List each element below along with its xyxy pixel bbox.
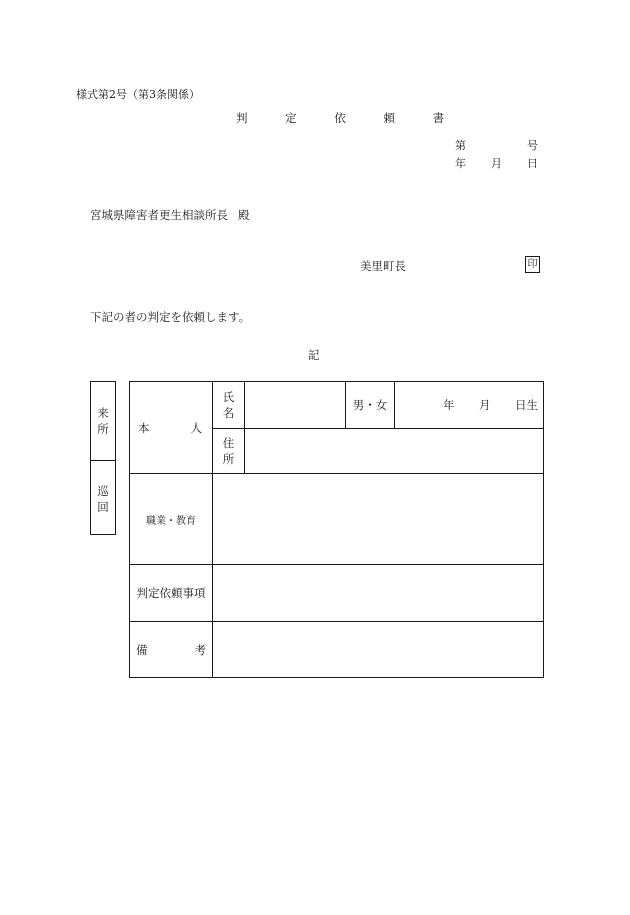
visit-type-box <box>90 381 116 535</box>
address-label-char1: 住 <box>222 436 235 450</box>
birth-month-label: 月 <box>479 398 491 412</box>
visit-type-office-char2: 所 <box>97 422 109 436</box>
addressee <box>90 207 250 223</box>
remarks-label-char1: 備 <box>136 642 148 657</box>
visit-type-tour-char1: 巡 <box>97 484 109 498</box>
person-label-char1: 本 <box>138 420 150 435</box>
document-title: 判 定 依 頼 書 <box>236 111 462 125</box>
address-label <box>213 429 244 473</box>
seal-mark: 印 <box>525 256 540 273</box>
document-number-prefix: 第 <box>455 139 466 152</box>
birth-day-label: 日生 <box>515 398 538 412</box>
visit-type-tour-char2: 回 <box>97 500 109 514</box>
addressee-honorific: 殿 <box>238 208 250 222</box>
request-items-label: 判定依頼事項 <box>136 586 206 600</box>
date-month-label: 月 <box>491 157 502 170</box>
request-text: 下記の者の判定を依頼します。 <box>90 310 251 324</box>
addressee-name: 宮城県障害者更生相談所長 <box>90 208 228 222</box>
date-day-label: 日 <box>527 157 538 170</box>
name-label-char2: 名 <box>222 406 235 420</box>
occupation-label: 職業・教育 <box>146 515 196 527</box>
request-table <box>129 381 544 678</box>
address-label-char2: 所 <box>222 452 235 466</box>
birthdate-field[interactable] <box>395 382 543 428</box>
name-label <box>213 382 244 428</box>
name-field[interactable] <box>245 382 345 428</box>
date-year-label: 年 <box>455 157 466 170</box>
remarks-label <box>130 622 212 677</box>
form-number: 様式第2号（第3条関係） <box>76 88 200 101</box>
birth-year-label: 年 <box>443 398 455 412</box>
request-items-field[interactable] <box>213 565 543 621</box>
remarks-field[interactable] <box>213 622 543 677</box>
document-number-suffix: 号 <box>527 139 538 152</box>
occupation-field[interactable] <box>213 474 543 564</box>
ki-heading: 記 <box>308 348 320 362</box>
sender-name: 美里町長 <box>360 259 406 273</box>
remarks-label-char2: 考 <box>194 642 206 657</box>
visit-type-office-char1: 来 <box>97 406 109 420</box>
visit-type-tour[interactable] <box>91 461 115 534</box>
sex-field[interactable]: 男・女 <box>352 398 388 412</box>
visit-type-office[interactable] <box>91 382 115 461</box>
person-label-char2: 人 <box>190 420 202 435</box>
person-label <box>130 382 212 473</box>
address-field[interactable] <box>245 429 543 473</box>
name-label-char1: 氏 <box>222 390 235 404</box>
